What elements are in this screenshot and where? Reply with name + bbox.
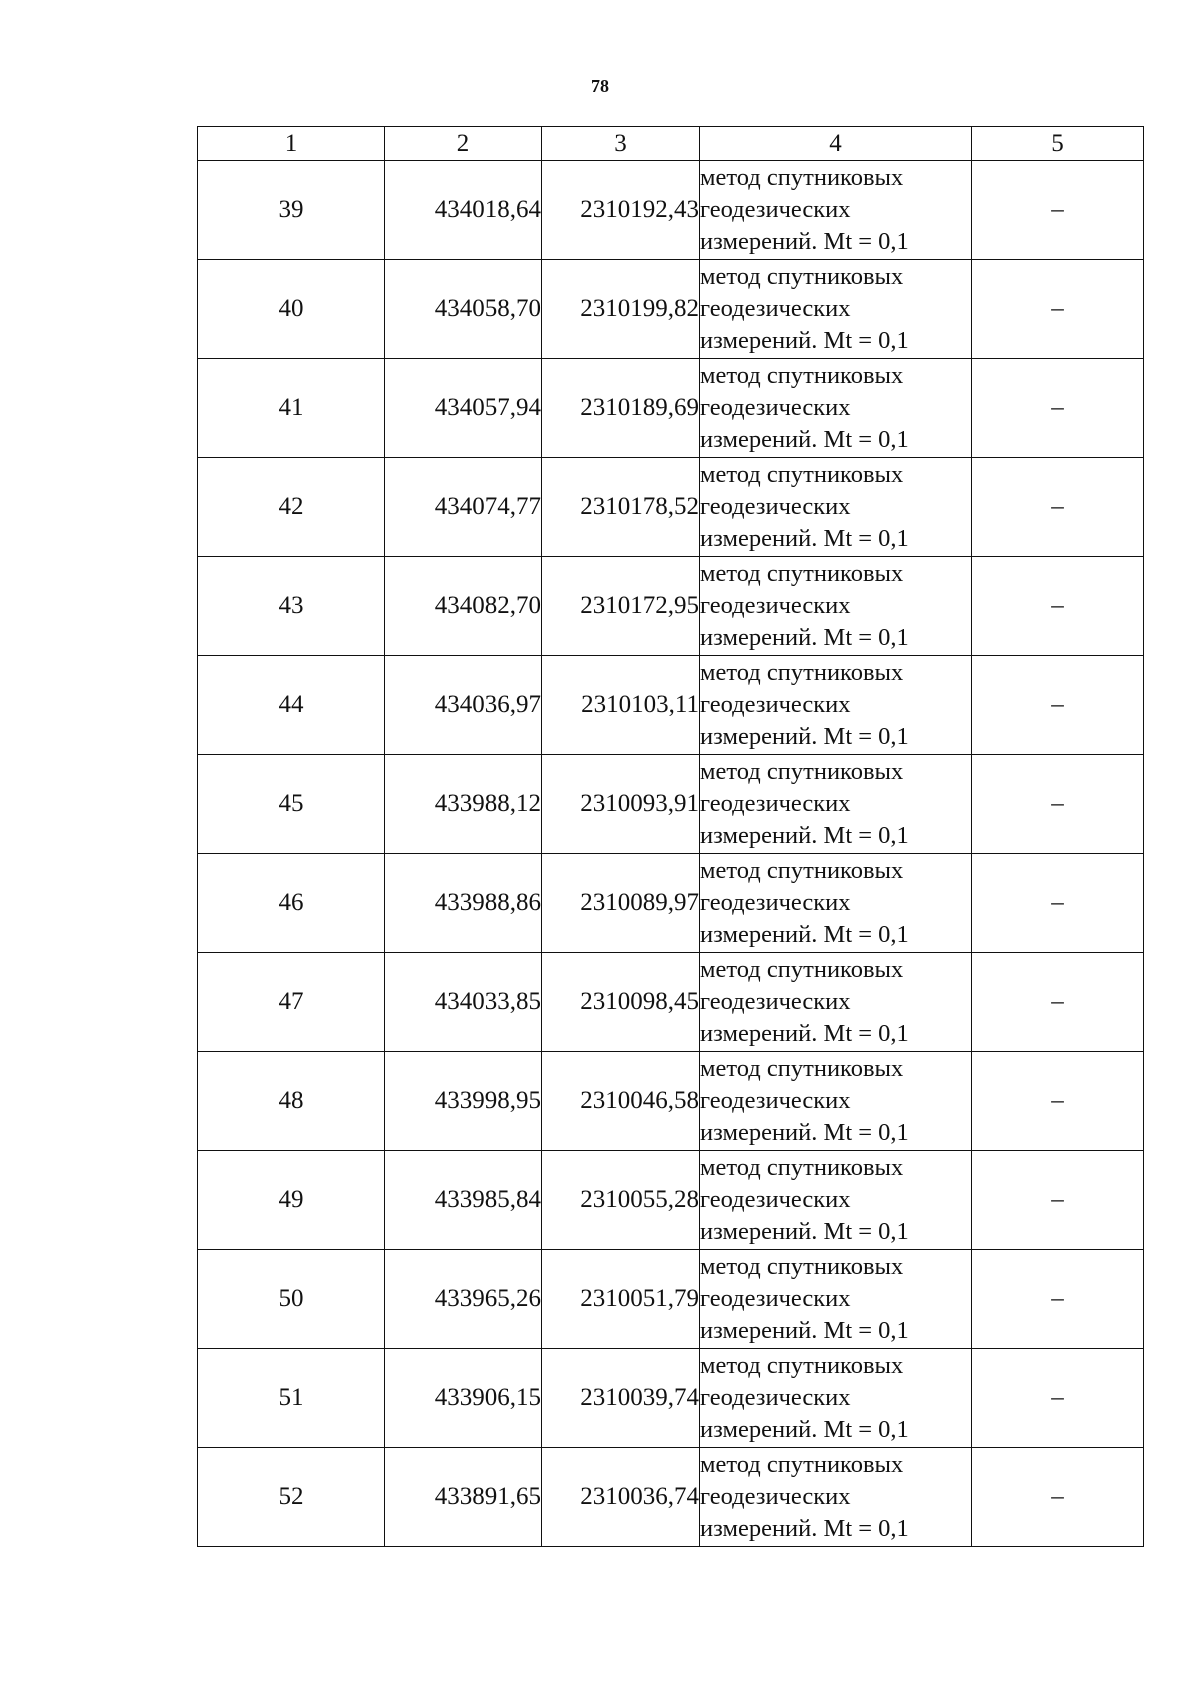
point-number-cell: 51 xyxy=(198,1349,385,1448)
x-coordinate-cell: 434018,64 xyxy=(385,161,542,260)
method-line: метод спутниковых xyxy=(700,560,904,587)
method-line: геодезических xyxy=(700,592,851,619)
method-line: метод спутниковых xyxy=(700,1352,904,1379)
point-number-cell: 50 xyxy=(198,1250,385,1349)
method-line: геодезических xyxy=(700,1087,851,1114)
note-cell: – xyxy=(972,854,1144,953)
point-number-cell: 49 xyxy=(198,1151,385,1250)
note-cell: – xyxy=(972,755,1144,854)
method-line: измерений. Mt = 0,1 xyxy=(700,822,909,849)
method-line: геодезических xyxy=(700,1483,851,1510)
method-line: измерений. Mt = 0,1 xyxy=(700,228,909,255)
method-line: метод спутниковых xyxy=(700,956,904,983)
point-number-cell: 43 xyxy=(198,557,385,656)
method-cell xyxy=(700,260,972,359)
method-line: геодезических xyxy=(700,1186,851,1213)
method-line: измерений. Mt = 0,1 xyxy=(700,1218,909,1245)
table-row xyxy=(198,656,1144,755)
method-line: метод спутниковых xyxy=(700,1451,904,1478)
note-cell: – xyxy=(972,1250,1144,1349)
point-number-cell: 45 xyxy=(198,755,385,854)
note-cell: – xyxy=(972,1349,1144,1448)
table-row xyxy=(198,161,1144,260)
y-coordinate-cell: 2310046,58 xyxy=(542,1052,700,1151)
y-coordinate-cell: 2310039,74 xyxy=(542,1349,700,1448)
method-line: метод спутниковых xyxy=(700,362,904,389)
method-line: геодезических xyxy=(700,889,851,916)
method-line: измерений. Mt = 0,1 xyxy=(700,1317,909,1344)
method-cell xyxy=(700,1349,972,1448)
x-coordinate-cell: 434082,70 xyxy=(385,557,542,656)
table-row xyxy=(198,1250,1144,1349)
method-line: геодезических xyxy=(700,790,851,817)
method-line: геодезических xyxy=(700,988,851,1015)
y-coordinate-cell: 2310178,52 xyxy=(542,458,700,557)
note-cell: – xyxy=(972,1052,1144,1151)
method-line: геодезических xyxy=(700,295,851,322)
method-cell xyxy=(700,1151,972,1250)
method-line: метод спутниковых xyxy=(700,1253,904,1280)
method-cell xyxy=(700,161,972,260)
method-line: геодезических xyxy=(700,196,851,223)
note-cell: – xyxy=(972,953,1144,1052)
method-line: геодезических xyxy=(700,1384,851,1411)
method-cell xyxy=(700,1052,972,1151)
method-cell xyxy=(700,458,972,557)
method-line: измерений. Mt = 0,1 xyxy=(700,1416,909,1443)
table-row xyxy=(198,359,1144,458)
method-cell xyxy=(700,359,972,458)
method-line: измерений. Mt = 0,1 xyxy=(700,624,909,651)
point-number-cell: 40 xyxy=(198,260,385,359)
method-line: метод спутниковых xyxy=(700,1055,904,1082)
y-coordinate-cell: 2310036,74 xyxy=(542,1448,700,1547)
method-cell xyxy=(700,953,972,1052)
method-line: метод спутниковых xyxy=(700,263,904,290)
y-coordinate-cell: 2310098,45 xyxy=(542,953,700,1052)
table-row xyxy=(198,458,1144,557)
note-cell: – xyxy=(972,656,1144,755)
method-cell xyxy=(700,854,972,953)
table-row xyxy=(198,1448,1144,1547)
table-header xyxy=(198,127,1144,161)
note-cell: – xyxy=(972,1151,1144,1250)
table-row xyxy=(198,1052,1144,1151)
point-number-cell: 39 xyxy=(198,161,385,260)
table-row xyxy=(198,953,1144,1052)
note-cell: – xyxy=(972,260,1144,359)
note-cell: – xyxy=(972,161,1144,260)
method-line: измерений. Mt = 0,1 xyxy=(700,525,909,552)
table-body xyxy=(198,161,1144,1547)
point-number-cell: 46 xyxy=(198,854,385,953)
x-coordinate-cell: 434033,85 xyxy=(385,953,542,1052)
header-col-2: 2 xyxy=(385,127,542,161)
method-line: метод спутниковых xyxy=(700,164,904,191)
point-number-cell: 44 xyxy=(198,656,385,755)
x-coordinate-cell: 434074,77 xyxy=(385,458,542,557)
y-coordinate-cell: 2310189,69 xyxy=(542,359,700,458)
y-coordinate-cell: 2310192,43 xyxy=(542,161,700,260)
method-line: метод спутниковых xyxy=(700,857,904,884)
method-line: геодезических xyxy=(700,394,851,421)
note-cell: – xyxy=(972,557,1144,656)
method-cell xyxy=(700,1250,972,1349)
method-cell xyxy=(700,1448,972,1547)
point-number-cell: 52 xyxy=(198,1448,385,1547)
method-line: метод спутниковых xyxy=(700,461,904,488)
method-line: измерений. Mt = 0,1 xyxy=(700,723,909,750)
method-line: геодезических xyxy=(700,1285,851,1312)
coordinates-table xyxy=(197,126,1144,1547)
y-coordinate-cell: 2310172,95 xyxy=(542,557,700,656)
method-line: измерений. Mt = 0,1 xyxy=(700,1515,909,1542)
header-col-5: 5 xyxy=(972,127,1144,161)
method-line: измерений. Mt = 0,1 xyxy=(700,1119,909,1146)
method-line: геодезических xyxy=(700,691,851,718)
x-coordinate-cell: 433906,15 xyxy=(385,1349,542,1448)
header-col-1: 1 xyxy=(198,127,385,161)
header-row xyxy=(198,127,1144,161)
x-coordinate-cell: 434036,97 xyxy=(385,656,542,755)
x-coordinate-cell: 433988,12 xyxy=(385,755,542,854)
y-coordinate-cell: 2310093,91 xyxy=(542,755,700,854)
note-cell: – xyxy=(972,1448,1144,1547)
point-number-cell: 41 xyxy=(198,359,385,458)
x-coordinate-cell: 433998,95 xyxy=(385,1052,542,1151)
point-number-cell: 47 xyxy=(198,953,385,1052)
method-line: метод спутниковых xyxy=(700,659,904,686)
x-coordinate-cell: 433891,65 xyxy=(385,1448,542,1547)
x-coordinate-cell: 433988,86 xyxy=(385,854,542,953)
point-number-cell: 42 xyxy=(198,458,385,557)
page-number: 78 xyxy=(591,76,609,96)
method-line: метод спутниковых xyxy=(700,758,904,785)
y-coordinate-cell: 2310055,28 xyxy=(542,1151,700,1250)
point-number-cell: 48 xyxy=(198,1052,385,1151)
method-cell xyxy=(700,557,972,656)
table-row xyxy=(198,1151,1144,1250)
x-coordinate-cell: 434057,94 xyxy=(385,359,542,458)
y-coordinate-cell: 2310051,79 xyxy=(542,1250,700,1349)
method-line: измерений. Mt = 0,1 xyxy=(700,327,909,354)
note-cell: – xyxy=(972,359,1144,458)
y-coordinate-cell: 2310103,11 xyxy=(542,656,700,755)
table-row xyxy=(198,755,1144,854)
header-col-4: 4 xyxy=(700,127,972,161)
table-row xyxy=(198,1349,1144,1448)
y-coordinate-cell: 2310199,82 xyxy=(542,260,700,359)
method-line: измерений. Mt = 0,1 xyxy=(700,1020,909,1047)
method-cell xyxy=(700,755,972,854)
table-row xyxy=(198,557,1144,656)
method-line: геодезических xyxy=(700,493,851,520)
table-row xyxy=(198,854,1144,953)
x-coordinate-cell: 433965,26 xyxy=(385,1250,542,1349)
method-cell xyxy=(700,656,972,755)
note-cell: – xyxy=(972,458,1144,557)
table-row xyxy=(198,260,1144,359)
method-line: метод спутниковых xyxy=(700,1154,904,1181)
method-line: измерений. Mt = 0,1 xyxy=(700,921,909,948)
method-line: измерений. Mt = 0,1 xyxy=(700,426,909,453)
y-coordinate-cell: 2310089,97 xyxy=(542,854,700,953)
x-coordinate-cell: 434058,70 xyxy=(385,260,542,359)
header-col-3: 3 xyxy=(542,127,700,161)
x-coordinate-cell: 433985,84 xyxy=(385,1151,542,1250)
